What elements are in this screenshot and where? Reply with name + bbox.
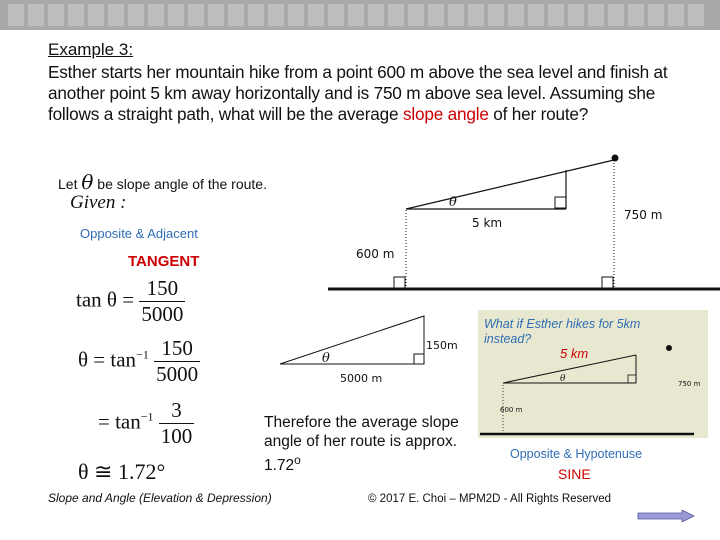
denominator: 5000 <box>141 302 184 326</box>
problem-text-end: of her route? <box>488 104 589 124</box>
equation-2-lhs: θ = tan <box>78 347 137 372</box>
theta-symbol: θ <box>81 170 94 194</box>
problem-text-start: Esther starts her mountain hike from a point 600 m above the sea level and finish at another point 5 km away horizontally and is 750 m above sea level. Assuming she follows a straight path, what will be the average <box>48 62 668 124</box>
footer-title: Slope and Angle (Elevation & Depression) <box>48 491 272 505</box>
next-arrow-icon[interactable] <box>636 510 696 522</box>
conclusion-body: Therefore the average slope angle of her route is approx. 1.72 <box>264 414 459 475</box>
inset-left-label: 600 m <box>500 406 523 414</box>
problem-highlight: slope angle <box>402 104 489 124</box>
inverse-superscript: −1 <box>136 347 149 362</box>
small-angle-label: θ <box>322 351 330 366</box>
right-angle-mark <box>628 375 636 383</box>
inset-question: What if Esther hikes for 5km instead? <box>484 317 641 346</box>
inset-right-label: 750 m <box>678 380 701 388</box>
inset-note: Opposite & Hypotenuse <box>510 447 643 461</box>
top-angle-label: θ <box>449 195 457 210</box>
denominator: 100 <box>160 424 193 448</box>
top-hyp-label: 5 km <box>472 216 503 230</box>
top-left-label: 600 m <box>356 247 395 261</box>
numerator: 3 <box>171 398 182 422</box>
ratio-note: Opposite & Adjacent <box>80 226 198 241</box>
small-opp-label: 150m <box>426 339 458 352</box>
equation-line-4: θ ≅ 1.72° <box>78 459 166 484</box>
example-heading: Example 3: <box>48 40 134 59</box>
denominator: 5000 <box>156 362 199 386</box>
degree-symbol: o <box>294 453 301 467</box>
inset-end-dot <box>666 345 672 351</box>
ratio-name: TANGENT <box>128 253 200 270</box>
footer-copyright: © 2017 E. Choi – MPM2D - All Rights Reserved <box>368 493 612 505</box>
top-right-label: 750 m <box>624 208 663 222</box>
equation-3-lhs: = tan <box>98 409 141 434</box>
equation-1-lhs: tan θ = <box>76 287 135 312</box>
inverse-superscript: −1 <box>140 409 154 424</box>
inset-ratio: SINE <box>558 466 591 482</box>
inset-hyp-label: 5 km <box>560 346 589 361</box>
given-label: Given : <box>70 192 127 213</box>
let-prefix: Let <box>58 176 78 192</box>
numerator: 150 <box>146 276 179 300</box>
numerator: 150 <box>161 336 193 360</box>
small-adj-label: 5000 m <box>340 372 383 385</box>
let-suffix: be slope angle of the route. <box>97 176 267 192</box>
inset-angle-label: θ <box>560 374 566 384</box>
